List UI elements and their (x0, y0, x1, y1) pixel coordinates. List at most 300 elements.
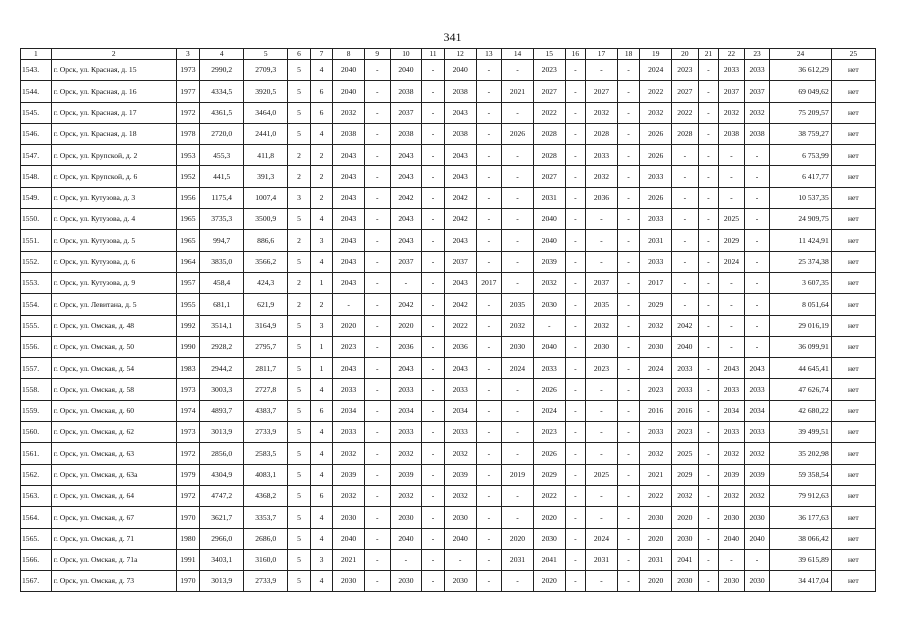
table-cell: 5 (288, 379, 311, 400)
table-cell: 2441,0 (244, 123, 288, 144)
table-cell: - (476, 400, 502, 421)
flag-cell: нет (831, 230, 875, 251)
table-cell: - (422, 209, 445, 230)
table-cell: - (617, 294, 640, 315)
table-cell: 2034 (390, 400, 422, 421)
table-cell: 2030 (390, 507, 422, 528)
table-cell: - (422, 294, 445, 315)
table-cell: - (586, 379, 618, 400)
table-cell: 4 (310, 251, 333, 272)
column-number-15: 15 (533, 49, 565, 60)
table-cell: 5 (288, 400, 311, 421)
table-cell: 3514,1 (200, 315, 244, 336)
table-cell: 2030 (444, 507, 476, 528)
table-cell: 2032 (719, 443, 745, 464)
column-number-9: 9 (364, 49, 390, 60)
table-cell: 4 (310, 422, 333, 443)
cost-cell: 39 615,89 (770, 549, 831, 570)
table-cell: 2020 (533, 571, 565, 592)
table-cell: 2033 (390, 379, 422, 400)
column-number-23: 23 (744, 49, 770, 60)
table-cell: 3353,7 (244, 507, 288, 528)
table-cell: - (617, 400, 640, 421)
table-cell: - (698, 443, 718, 464)
table-cell: - (565, 571, 585, 592)
table-cell: 2025 (719, 209, 745, 230)
table-cell: - (476, 358, 502, 379)
table-cell: - (617, 507, 640, 528)
table-cell: 5 (288, 549, 311, 570)
table-cell: 2032 (586, 166, 618, 187)
table-cell: - (617, 336, 640, 357)
page-number: 341 (443, 30, 462, 44)
table-cell: - (364, 464, 390, 485)
table-cell: 4 (310, 209, 333, 230)
address-cell: г. Орск, ул. Омская, д. 63 (51, 443, 176, 464)
table-cell: 2024 (719, 251, 745, 272)
table-cell: 2042 (444, 209, 476, 230)
table-cell: 5 (288, 528, 311, 549)
table-cell: - (698, 187, 718, 208)
table-cell: - (617, 422, 640, 443)
row-number-cell: 1560. (21, 422, 52, 443)
table-cell: 5 (288, 507, 311, 528)
table-cell: - (565, 400, 585, 421)
table-cell: - (364, 379, 390, 400)
table-cell: - (744, 549, 770, 570)
table-cell: - (502, 485, 534, 506)
table-cell: 2 (310, 294, 333, 315)
table-cell: - (617, 358, 640, 379)
table-cell: - (364, 81, 390, 102)
table-cell: 2025 (586, 464, 618, 485)
table-cell: - (422, 507, 445, 528)
table-cell: - (565, 145, 585, 166)
table-cell: - (586, 251, 618, 272)
table-cell: 2043 (444, 272, 476, 293)
table-row (21, 549, 876, 570)
column-number-14: 14 (502, 49, 534, 60)
table-cell: - (502, 102, 534, 123)
table-cell: 1952 (176, 166, 200, 187)
column-number-25: 25 (831, 49, 875, 60)
table-cell: 2 (288, 166, 311, 187)
table-cell: - (476, 209, 502, 230)
table-cell: - (502, 272, 534, 293)
row-number-cell: 1544. (21, 81, 52, 102)
row-number-cell: 1557. (21, 358, 52, 379)
table-cell: 2038 (744, 123, 770, 144)
table-cell: 4 (310, 528, 333, 549)
table-cell: - (617, 145, 640, 166)
table-cell: - (672, 230, 699, 251)
table-row (21, 443, 876, 464)
table-cell: 2029 (672, 464, 699, 485)
table-cell: 2032 (719, 102, 745, 123)
address-cell: г. Орск, ул. Кутузова, д. 6 (51, 251, 176, 272)
table-cell: - (565, 358, 585, 379)
table-cell: 1977 (176, 81, 200, 102)
table-cell: 2023 (533, 60, 565, 81)
table-cell: - (476, 102, 502, 123)
table-cell: - (565, 336, 585, 357)
table-cell: - (586, 571, 618, 592)
table-cell: - (672, 166, 699, 187)
table-cell: 2033 (719, 422, 745, 443)
table-cell: - (364, 571, 390, 592)
table-cell: 1957 (176, 272, 200, 293)
column-number-1: 1 (21, 49, 52, 60)
flag-cell: нет (831, 123, 875, 144)
table-cell: 1956 (176, 187, 200, 208)
address-cell: г. Орск, ул. Омская, д. 73 (51, 571, 176, 592)
table-cell: - (698, 507, 718, 528)
table-row (21, 294, 876, 315)
table-cell: - (617, 379, 640, 400)
table-cell: 2035 (586, 294, 618, 315)
table-cell: 2041 (672, 549, 699, 570)
table-cell: 5 (288, 123, 311, 144)
table-cell: 2033 (744, 379, 770, 400)
table-cell: 5 (288, 60, 311, 81)
table-cell: - (698, 123, 718, 144)
table-cell: - (422, 102, 445, 123)
table-cell: 2043 (444, 166, 476, 187)
flag-cell: нет (831, 422, 875, 443)
table-cell: - (502, 145, 534, 166)
table-cell: 2024 (640, 358, 672, 379)
table-cell: - (719, 145, 745, 166)
table-cell: - (698, 251, 718, 272)
table-cell: - (422, 60, 445, 81)
table-cell: 2021 (502, 81, 534, 102)
table-cell: - (364, 230, 390, 251)
cost-cell: 35 202,98 (770, 443, 831, 464)
table-cell: - (364, 272, 390, 293)
table-cell: - (617, 549, 640, 570)
flag-cell: нет (831, 336, 875, 357)
table-cell: 2043 (390, 358, 422, 379)
cost-cell: 59 358,54 (770, 464, 831, 485)
table-cell: - (698, 528, 718, 549)
table-cell: - (565, 485, 585, 506)
table-cell: 2024 (640, 60, 672, 81)
table-cell: 3566,2 (244, 251, 288, 272)
table-cell: 2040 (533, 230, 565, 251)
table-cell: - (476, 464, 502, 485)
cost-cell: 6 753,99 (770, 145, 831, 166)
table-cell: 2028 (672, 123, 699, 144)
table-cell: 2043 (333, 209, 365, 230)
table-cell: 2811,7 (244, 358, 288, 379)
table-cell: 2043 (744, 358, 770, 379)
table-cell: 2033 (533, 358, 565, 379)
table-cell: - (565, 81, 585, 102)
table-cell: 5 (288, 209, 311, 230)
table-cell: 2040 (390, 528, 422, 549)
table-cell: 5 (288, 485, 311, 506)
table-cell: 4 (310, 60, 333, 81)
table-row (21, 464, 876, 485)
table-cell: 2026 (533, 379, 565, 400)
table-cell: 2023 (333, 336, 365, 357)
table-cell: 3013,9 (200, 571, 244, 592)
table-cell: 4368,2 (244, 485, 288, 506)
table-cell: 2027 (533, 166, 565, 187)
address-cell: г. Орск, ул. Левитана, д. 5 (51, 294, 176, 315)
table-cell: 994,7 (200, 230, 244, 251)
table-cell: - (476, 230, 502, 251)
table-cell: 2034 (333, 400, 365, 421)
table-cell: 6 (310, 400, 333, 421)
table-cell: 2030 (744, 571, 770, 592)
table-cell: 2031 (586, 549, 618, 570)
table-cell: 4334,5 (200, 81, 244, 102)
table-cell: 2031 (640, 549, 672, 570)
table-cell: 3 (310, 549, 333, 570)
table-cell: 2034 (744, 400, 770, 421)
table-cell: 1973 (176, 60, 200, 81)
address-cell: г. Орск, ул. Омская, д. 71а (51, 549, 176, 570)
table-cell: 3621,7 (200, 507, 244, 528)
table-cell: 2031 (533, 187, 565, 208)
flag-cell: нет (831, 102, 875, 123)
table-cell: 2033 (444, 379, 476, 400)
table-cell: - (422, 549, 445, 570)
table-cell: - (617, 166, 640, 187)
table-row (21, 272, 876, 293)
table-cell: 5 (288, 315, 311, 336)
table-cell: 2029 (533, 464, 565, 485)
table-cell: 2038 (444, 123, 476, 144)
table-cell: - (744, 187, 770, 208)
address-cell: г. Орск, ул. Красная, д. 17 (51, 102, 176, 123)
table-cell: 2028 (533, 123, 565, 144)
table-cell: - (586, 230, 618, 251)
row-number-cell: 1547. (21, 145, 52, 166)
table-cell: 2033 (586, 145, 618, 166)
table-cell: 1 (310, 272, 333, 293)
table-cell: 2016 (640, 400, 672, 421)
table-cell: - (422, 336, 445, 357)
table-cell: 2024 (586, 528, 618, 549)
table-cell: 4 (310, 443, 333, 464)
table-cell: - (422, 400, 445, 421)
row-number-cell: 1553. (21, 272, 52, 293)
table-cell: 2043 (333, 145, 365, 166)
flag-cell: нет (831, 443, 875, 464)
table-cell: 3 (288, 187, 311, 208)
table-cell: 3500,9 (244, 209, 288, 230)
table-cell: - (502, 251, 534, 272)
row-number-cell: 1552. (21, 251, 52, 272)
table-cell: 2033 (672, 358, 699, 379)
table-cell: 2033 (672, 379, 699, 400)
table-cell: 2033 (390, 422, 422, 443)
row-number-cell: 1555. (21, 315, 52, 336)
table-cell: - (617, 251, 640, 272)
address-cell: г. Орск, ул. Омская, д. 48 (51, 315, 176, 336)
table-cell: 3920,5 (244, 81, 288, 102)
table-cell: 2026 (533, 443, 565, 464)
table-cell: - (476, 507, 502, 528)
address-cell: г. Орск, ул. Омская, д. 50 (51, 336, 176, 357)
table-cell: - (364, 187, 390, 208)
table-cell: - (476, 145, 502, 166)
table-cell: - (502, 400, 534, 421)
table-cell: 2040 (444, 528, 476, 549)
table-cell: 2040 (719, 528, 745, 549)
table-cell: 5 (288, 358, 311, 379)
cost-cell: 25 374,38 (770, 251, 831, 272)
table-cell: 2017 (476, 272, 502, 293)
table-cell: 5 (288, 251, 311, 272)
table-cell: - (422, 485, 445, 506)
column-number-13: 13 (476, 49, 502, 60)
table-cell: 2019 (502, 464, 534, 485)
table-cell: - (364, 294, 390, 315)
column-number-17: 17 (586, 49, 618, 60)
table-cell: 2043 (390, 230, 422, 251)
table-cell: - (719, 187, 745, 208)
table-cell: - (502, 422, 534, 443)
table-row (21, 102, 876, 123)
table-cell: 2030 (640, 507, 672, 528)
table-cell: - (502, 209, 534, 230)
flag-cell: нет (831, 485, 875, 506)
column-number-8: 8 (333, 49, 365, 60)
column-number-5: 5 (244, 49, 288, 60)
table-cell: 2033 (744, 422, 770, 443)
column-number-4: 4 (200, 49, 244, 60)
table-cell: - (586, 400, 618, 421)
table-cell: 2030 (333, 571, 365, 592)
table-row (21, 400, 876, 421)
table-cell: 2030 (333, 507, 365, 528)
table-cell: 2023 (640, 379, 672, 400)
table-cell: - (586, 443, 618, 464)
table-cell: - (565, 315, 585, 336)
table-cell: 1965 (176, 230, 200, 251)
table-cell: - (565, 507, 585, 528)
table-cell: 2017 (640, 272, 672, 293)
table-cell: - (672, 145, 699, 166)
table-cell: 2021 (640, 464, 672, 485)
address-cell: г. Орск, ул. Омская, д. 60 (51, 400, 176, 421)
table-row (21, 528, 876, 549)
table-cell: - (744, 145, 770, 166)
table-cell: 2031 (640, 230, 672, 251)
table-cell: 2040 (533, 209, 565, 230)
flag-cell: нет (831, 209, 875, 230)
table-cell: 2028 (533, 145, 565, 166)
table-cell: - (502, 443, 534, 464)
flag-cell: нет (831, 528, 875, 549)
table-cell: - (565, 379, 585, 400)
table-cell: 2020 (640, 528, 672, 549)
table-cell: 3464,0 (244, 102, 288, 123)
table-cell: 2036 (586, 187, 618, 208)
row-number-cell: 1566. (21, 549, 52, 570)
table-cell: 2032 (640, 443, 672, 464)
row-number-cell: 1562. (21, 464, 52, 485)
table-cell: 2043 (390, 166, 422, 187)
table-cell: 2039 (444, 464, 476, 485)
table-cell: 2990,2 (200, 60, 244, 81)
flag-cell: нет (831, 379, 875, 400)
table-cell: 2 (310, 145, 333, 166)
table-cell: 3160,0 (244, 549, 288, 570)
table-cell: 2038 (390, 123, 422, 144)
cost-cell: 11 424,91 (770, 230, 831, 251)
table-cell: 3013,9 (200, 422, 244, 443)
table-cell: 2022 (672, 102, 699, 123)
table-cell: 2023 (672, 422, 699, 443)
table-cell: - (422, 230, 445, 251)
table-cell: - (364, 400, 390, 421)
table-cell: - (364, 251, 390, 272)
table-cell: - (617, 571, 640, 592)
column-number-22: 22 (719, 49, 745, 60)
table-cell: - (476, 549, 502, 570)
table-row (21, 145, 876, 166)
table-cell: - (698, 549, 718, 570)
table-cell: - (565, 60, 585, 81)
address-cell: г. Орск, ул. Кутузова, д. 9 (51, 272, 176, 293)
table-cell: 2033 (719, 60, 745, 81)
cost-cell: 36 099,91 (770, 336, 831, 357)
table-cell: 2727,8 (244, 379, 288, 400)
table-cell: 2944,2 (200, 358, 244, 379)
table-cell: 2 (288, 272, 311, 293)
table-cell: - (698, 209, 718, 230)
table-cell: 2024 (502, 358, 534, 379)
table-cell: 2033 (444, 422, 476, 443)
table-row (21, 422, 876, 443)
table-cell: - (422, 187, 445, 208)
table-cell: 3735,3 (200, 209, 244, 230)
table-cell: 3835,0 (200, 251, 244, 272)
table-cell: 2022 (533, 102, 565, 123)
address-cell: г. Орск, ул. Омская, д. 64 (51, 485, 176, 506)
table-cell: - (364, 209, 390, 230)
table-cell: 4 (310, 123, 333, 144)
table-cell: - (617, 528, 640, 549)
table-cell: 424,3 (244, 272, 288, 293)
table-cell: 2032 (533, 272, 565, 293)
table-cell: 2025 (672, 443, 699, 464)
table-cell: 2034 (719, 400, 745, 421)
table-cell: 4 (310, 464, 333, 485)
table-cell: 4893,7 (200, 400, 244, 421)
table-cell: 2032 (719, 485, 745, 506)
row-number-cell: 1549. (21, 187, 52, 208)
table-cell: - (565, 230, 585, 251)
table-cell: 2032 (586, 102, 618, 123)
table-cell: 1973 (176, 422, 200, 443)
table-cell: - (617, 102, 640, 123)
cost-cell: 38 066,42 (770, 528, 831, 549)
table-cell: - (744, 315, 770, 336)
table-cell: 2043 (333, 272, 365, 293)
row-number-cell: 1564. (21, 507, 52, 528)
table-cell: 2033 (744, 60, 770, 81)
table-cell: 2709,3 (244, 60, 288, 81)
table-cell: 2042 (444, 294, 476, 315)
table-cell: 4 (310, 507, 333, 528)
table-cell: 6 (310, 102, 333, 123)
address-cell: г. Орск, ул. Красная, д. 15 (51, 60, 176, 81)
